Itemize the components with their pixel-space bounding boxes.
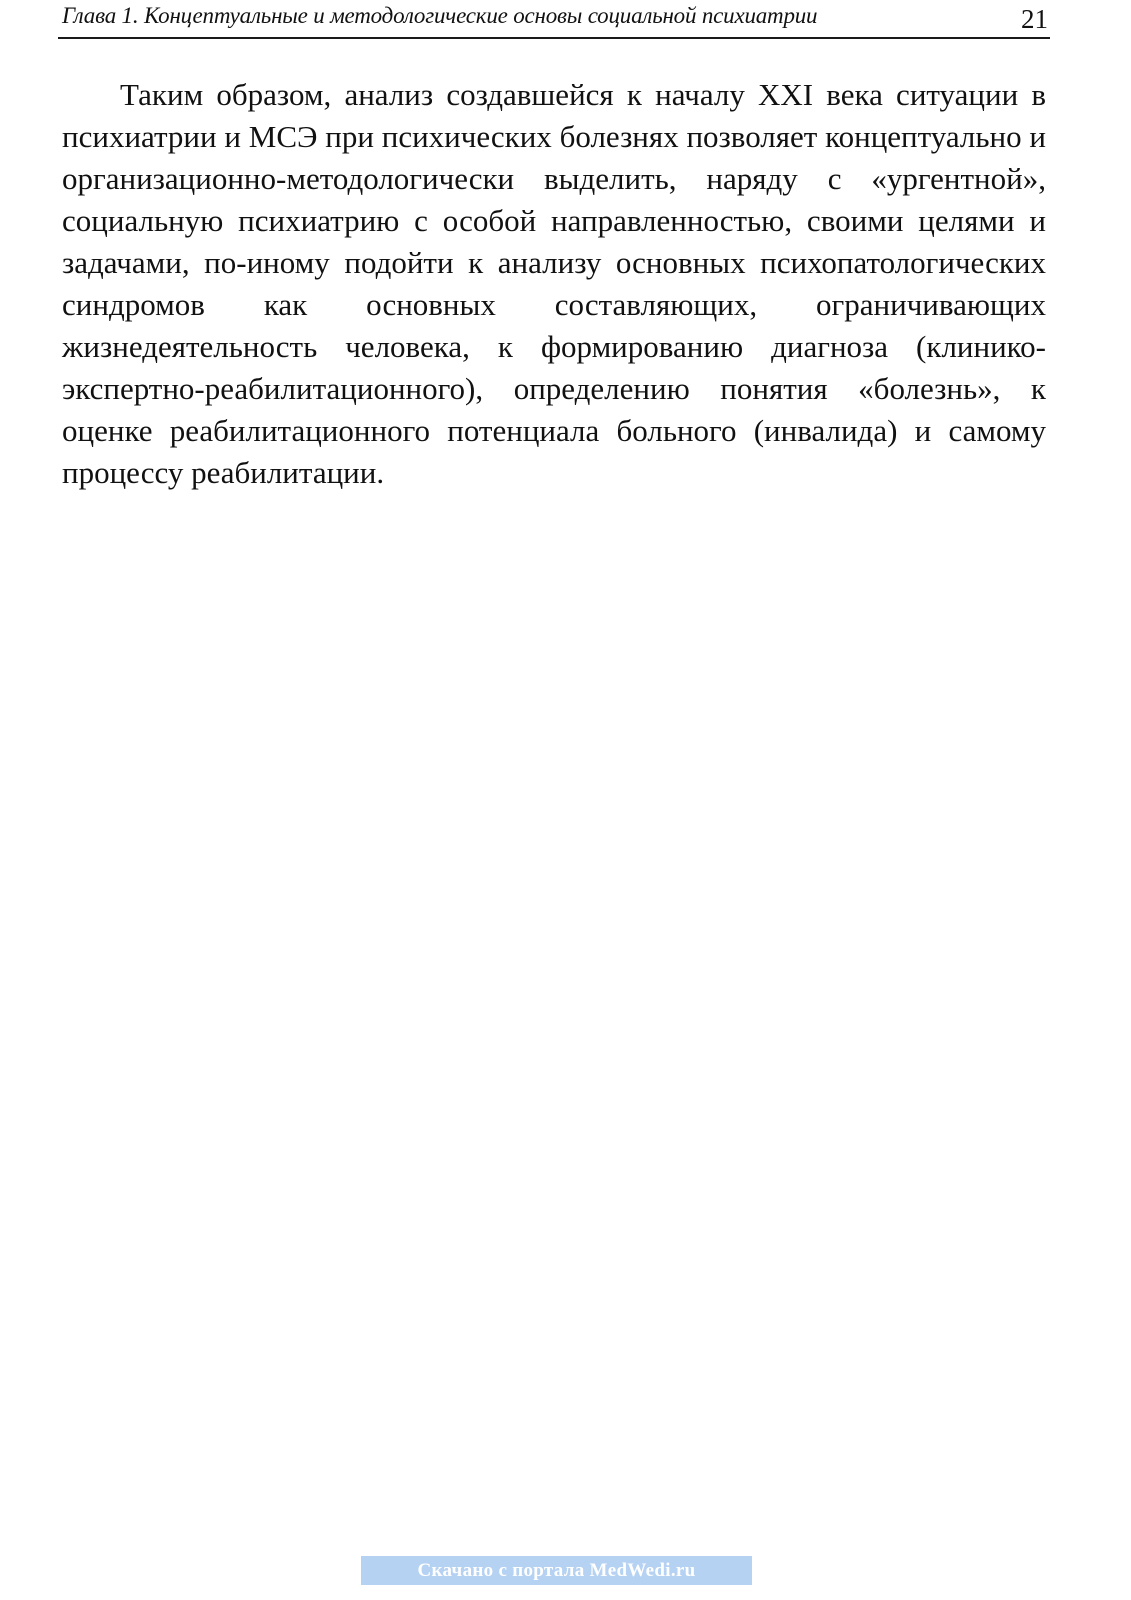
body-paragraph: Таким образом, анализ создавшейся к началу XXI века ситуации в психиатрии и МСЭ при психических болезнях позволяет концептуально и организационно-методологически выделить, наряду с «ургентной», социальную психиатрию с особой направленностью, своими целями и задачами, по-иному подойти к анализу основных психопатологических синдромов как основных составляющих, ограничивающих жизнедеятельность человека, к формированию диагноза (клинико-экспертно-реабилитационного), определению понятия «болезнь», к оценке реабилитационного потенциала больного (инвалида) и самому процессу реабилитации. <box>62 77 1046 490</box>
page-number: 21 <box>1021 4 1048 34</box>
download-watermark: Скачано с портала MedWedi.ru <box>361 1556 752 1585</box>
running-head: Глава 1. Концептуальные и методологические основы социальной психиатрии <box>62 3 818 28</box>
page-header <box>58 0 1050 39</box>
